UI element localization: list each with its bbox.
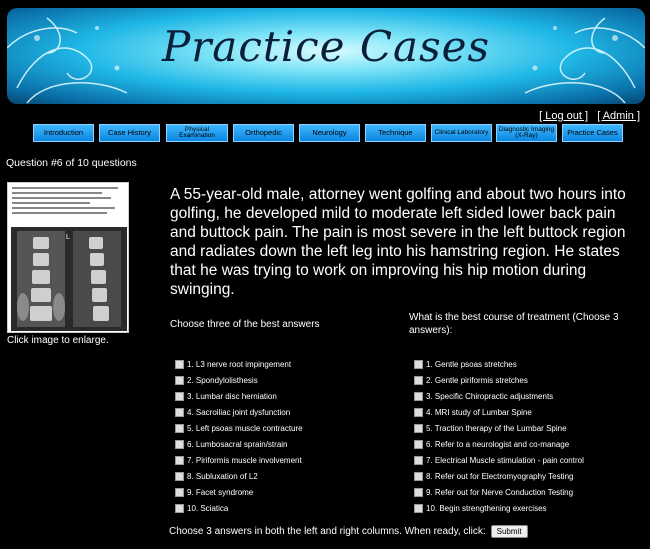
- checkbox[interactable]: [175, 440, 184, 449]
- treatment-option[interactable]: 8. Refer out for Electromyography Testing: [414, 468, 584, 484]
- diagnosis-option[interactable]: 6. Lumbosacral sprain/strain: [175, 436, 303, 452]
- svg-text:L: L: [66, 234, 70, 241]
- diagnosis-option[interactable]: 2. Spondylolisthesis: [175, 372, 303, 388]
- checkbox[interactable]: [414, 424, 423, 433]
- checkbox[interactable]: [414, 376, 423, 385]
- thumbnail-text-lines: [12, 187, 124, 217]
- nav-neurology[interactable]: Neurology: [299, 124, 360, 142]
- checkbox[interactable]: [414, 472, 423, 481]
- diagnosis-options: [175, 356, 303, 516]
- checkbox[interactable]: [175, 472, 184, 481]
- case-image-thumbnail[interactable]: [7, 182, 129, 333]
- checkbox[interactable]: [175, 424, 184, 433]
- banner: [7, 8, 645, 104]
- nav-introduction[interactable]: Introduction: [33, 124, 94, 142]
- banner-title: Practice Cases: [161, 22, 491, 71]
- checkbox[interactable]: [414, 408, 423, 417]
- checkbox[interactable]: [175, 392, 184, 401]
- checkbox[interactable]: [175, 376, 184, 385]
- checkbox[interactable]: [414, 360, 423, 369]
- checkbox[interactable]: [414, 392, 423, 401]
- treatment-option[interactable]: 3. Specific Chiropractic adjustments: [414, 388, 584, 404]
- diagnosis-option[interactable]: 10. Sciatica: [175, 500, 303, 516]
- right-column-heading: What is the best course of treatment (Choose 3 answers):: [409, 312, 619, 336]
- top-links: [539, 110, 640, 122]
- footer-instruction: Choose 3 answers in both the left and right columns. When ready, click:: [169, 526, 486, 537]
- diagnosis-option[interactable]: 5. Left psoas muscle contracture: [175, 420, 303, 436]
- treatment-option[interactable]: 7. Electrical Muscle stimulation - pain control: [414, 452, 584, 468]
- logout-link[interactable]: [ Log out ]: [539, 110, 589, 122]
- checkbox[interactable]: [175, 360, 184, 369]
- diagnosis-option[interactable]: 7. Piriformis muscle involvement: [175, 452, 303, 468]
- nav-case-history[interactable]: Case History: [99, 124, 160, 142]
- checkbox[interactable]: [414, 504, 423, 513]
- treatment-option[interactable]: 4. MRI study of Lumbar Spine: [414, 404, 584, 420]
- nav-clinical-laboratory[interactable]: Clinical Laboratory: [431, 124, 492, 142]
- image-caption: Click image to enlarge.: [7, 335, 109, 346]
- treatment-option[interactable]: 10. Begin strengthening exercises: [414, 500, 584, 516]
- treatment-option[interactable]: 5. Traction therapy of the Lumbar Spine: [414, 420, 584, 436]
- checkbox[interactable]: [175, 456, 184, 465]
- nav-technique[interactable]: Technique: [365, 124, 426, 142]
- treatment-option[interactable]: 1. Gentle psoas stretches: [414, 356, 584, 372]
- nav-practice-cases[interactable]: Practice Cases: [562, 124, 623, 142]
- xray-image: [11, 227, 127, 331]
- treatment-option[interactable]: 6. Refer to a neurologist and co-manage: [414, 436, 584, 452]
- diagnosis-option[interactable]: 3. Lumbar disc herniation: [175, 388, 303, 404]
- nav-diagnostic-imaging[interactable]: Diagnostic Imaging (X-Ray): [496, 124, 557, 142]
- checkbox[interactable]: [175, 408, 184, 417]
- left-column-heading: Choose three of the best answers: [170, 319, 320, 330]
- submit-button[interactable]: Submit: [491, 525, 528, 538]
- treatment-option[interactable]: 2. Gentle piriformis stretches: [414, 372, 584, 388]
- checkbox[interactable]: [414, 456, 423, 465]
- footer: [169, 525, 528, 538]
- diagnosis-option[interactable]: 8. Subluxation of L2: [175, 468, 303, 484]
- treatment-option[interactable]: 9. Refer out for Nerve Conduction Testing: [414, 484, 584, 500]
- checkbox[interactable]: [414, 488, 423, 497]
- diagnosis-option[interactable]: 4. Sacroiliac joint dysfunction: [175, 404, 303, 420]
- diagnosis-option[interactable]: 9. Facet syndrome: [175, 484, 303, 500]
- checkbox[interactable]: [175, 504, 184, 513]
- case-description: A 55-year-old male, attorney went golfing and about two hours into golfing, he developed mild to moderate left sided lower back pain and buttock pain. The pain is most severe in the left buttock region and radiates down the left leg into his hamstring region. He states that he was trying to work on improving his hip motion during swinging.: [170, 186, 626, 298]
- treatment-options: [414, 356, 584, 516]
- checkbox[interactable]: [175, 488, 184, 497]
- checkbox[interactable]: [414, 440, 423, 449]
- question-counter: Question #6 of 10 questions: [6, 157, 137, 169]
- admin-link[interactable]: [ Admin ]: [597, 110, 640, 122]
- nav-physical-examination[interactable]: Physical Examination: [166, 124, 228, 142]
- diagnosis-option[interactable]: 1. L3 nerve root impingement: [175, 356, 303, 372]
- nav-orthopedic[interactable]: Orthopedic: [233, 124, 294, 142]
